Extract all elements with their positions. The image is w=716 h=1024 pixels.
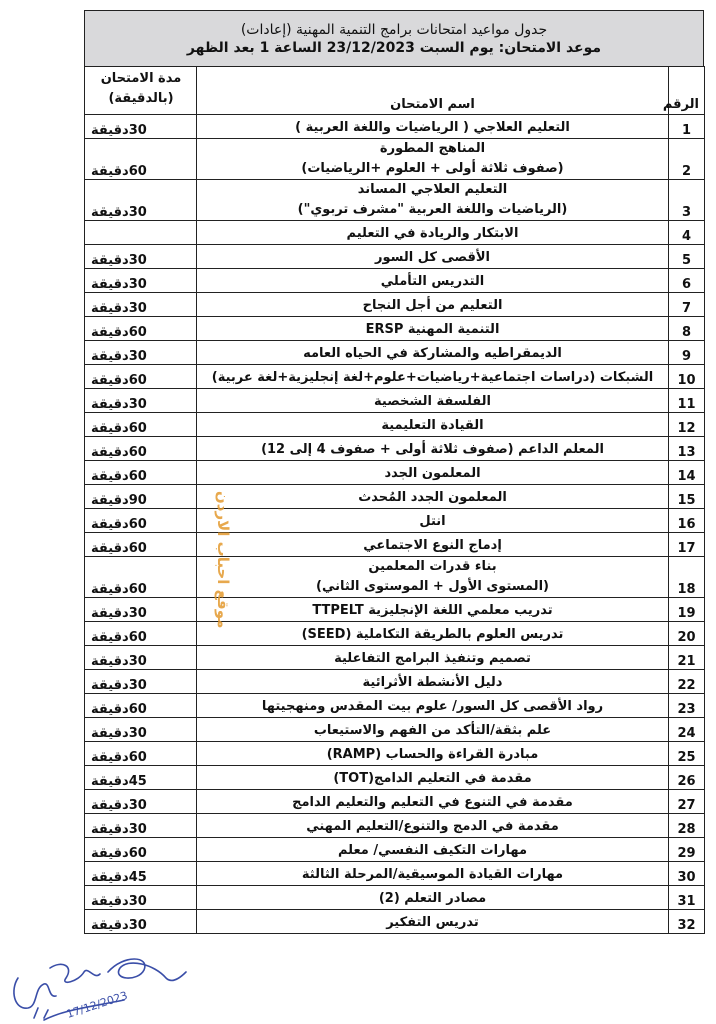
table-row	[85, 180, 705, 221]
exam-name-line: التدريس التأملي	[380, 274, 485, 289]
row-number: 9	[669, 341, 705, 365]
exam-name-line: مهارات التكيف النفسي/ معلم	[337, 843, 528, 858]
table-row	[85, 245, 705, 269]
row-duration	[85, 221, 197, 245]
exam-date-line: موعد الامتحان: يوم السبت 23/12/2023 الساعة 1 بعد الظهر	[186, 40, 602, 56]
row-number: 19	[669, 598, 705, 622]
row-number: 11	[669, 389, 705, 413]
row-exam-name	[197, 437, 669, 461]
row-number: 23	[669, 694, 705, 718]
row-number: 3	[669, 180, 705, 221]
table-row	[85, 139, 705, 180]
exam-name-line: التعليم العلاجي ( الرياضيات واللغة العربية )	[295, 120, 570, 135]
table-row	[85, 838, 705, 862]
row-exam-name	[197, 694, 669, 718]
row-exam-name	[197, 622, 669, 646]
row-exam-name	[197, 139, 669, 180]
row-number: 28	[669, 814, 705, 838]
exam-name-line: (صفوف ثلاثة أولى + العلوم +الرياضيات)	[301, 161, 564, 176]
row-duration: 90دقيقة	[85, 485, 197, 509]
row-exam-name	[197, 221, 669, 245]
row-exam-name	[197, 646, 669, 670]
row-duration: 30دقيقة	[85, 245, 197, 269]
exam-name-line: تصميم وتنفيذ البرامج التفاعلية	[334, 651, 531, 666]
row-number: 7	[669, 293, 705, 317]
row-duration: 30دقيقة	[85, 180, 197, 221]
row-number: 26	[669, 766, 705, 790]
exam-name-line: (المستوى الأول + الموستوى الثاني)	[316, 579, 549, 594]
table-row	[85, 509, 705, 533]
row-exam-name	[197, 790, 669, 814]
row-number: 16	[669, 509, 705, 533]
row-exam-name	[197, 180, 669, 221]
row-exam-name	[197, 461, 669, 485]
table-row	[85, 341, 705, 365]
table-row	[85, 461, 705, 485]
row-duration: 30دقيقة	[85, 886, 197, 910]
row-number: 4	[669, 221, 705, 245]
exam-name-line: مصادر التعلم (2)	[378, 891, 487, 906]
row-exam-name	[197, 341, 669, 365]
row-duration: 30دقيقة	[85, 389, 197, 413]
duration-header-line1: مدة الامتحان	[100, 71, 182, 86]
site-watermark: موقع احباب الاردن	[214, 491, 232, 629]
row-duration: 30دقيقة	[85, 293, 197, 317]
row-number: 21	[669, 646, 705, 670]
table-row	[85, 886, 705, 910]
row-number: 5	[669, 245, 705, 269]
row-exam-name	[197, 910, 669, 934]
row-number: 14	[669, 461, 705, 485]
row-number: 31	[669, 886, 705, 910]
row-exam-name	[197, 838, 669, 862]
row-duration: 30دقيقة	[85, 814, 197, 838]
column-header-duration	[85, 67, 197, 115]
row-number: 20	[669, 622, 705, 646]
row-exam-name	[197, 293, 669, 317]
signature-date: 17/12/2023	[64, 988, 130, 1021]
table-row	[85, 862, 705, 886]
table-row	[85, 766, 705, 790]
duration-header-line2: (بالدقيقة)	[108, 91, 174, 106]
row-number: 25	[669, 742, 705, 766]
row-duration: 60دقيقة	[85, 461, 197, 485]
row-exam-name	[197, 718, 669, 742]
row-duration: 30دقيقة	[85, 670, 197, 694]
row-duration: 60دقيقة	[85, 742, 197, 766]
exam-name-line: مقدمة في التنوع في التعليم والتعليم الدامج	[292, 795, 573, 810]
row-number: 29	[669, 838, 705, 862]
row-exam-name	[197, 742, 669, 766]
table-row	[85, 389, 705, 413]
schedule-title: جدول مواعيد امتحانات برامج التنمية المهنية (إعادات)	[240, 22, 548, 38]
row-duration: 30دقيقة	[85, 269, 197, 293]
table-row	[85, 269, 705, 293]
row-exam-name	[197, 413, 669, 437]
table-row	[85, 293, 705, 317]
table-row	[85, 742, 705, 766]
row-duration: 30دقيقة	[85, 718, 197, 742]
table-row	[85, 814, 705, 838]
exam-name-line: القيادة التعليمية	[381, 418, 484, 433]
exam-name-line: إدماج النوع الاجتماعي	[363, 538, 502, 553]
exam-name-line: التنمية المهنية ERSP	[365, 322, 500, 337]
row-duration: 60دقيقة	[85, 557, 197, 598]
row-number: 13	[669, 437, 705, 461]
signature-stamp	[4, 938, 224, 1024]
table-row	[85, 557, 705, 598]
exam-name-line: الفلسفة الشخصية	[374, 394, 491, 409]
row-duration: 60دقيقة	[85, 509, 197, 533]
table-row	[85, 115, 705, 139]
row-number: 24	[669, 718, 705, 742]
row-exam-name	[197, 766, 669, 790]
exam-name-line: التعليم من أجل النجاح	[362, 298, 503, 313]
row-duration: 30دقيقة	[85, 646, 197, 670]
table-row	[85, 718, 705, 742]
exam-name-line: تدريس العلوم بالطريقة التكاملية (SEED)	[301, 627, 564, 642]
row-duration: 60دقيقة	[85, 139, 197, 180]
row-exam-name	[197, 115, 669, 139]
row-number: 6	[669, 269, 705, 293]
row-duration: 60دقيقة	[85, 533, 197, 557]
table-row	[85, 790, 705, 814]
row-duration: 30دقيقة	[85, 790, 197, 814]
row-duration: 30دقيقة	[85, 598, 197, 622]
table-row	[85, 598, 705, 622]
exam-name-line: مبادرة القراءة والحساب (RAMP)	[326, 747, 539, 762]
row-exam-name	[197, 557, 669, 598]
table-row	[85, 413, 705, 437]
row-exam-name	[197, 365, 669, 389]
row-exam-name	[197, 886, 669, 910]
row-number: 22	[669, 670, 705, 694]
row-duration: 30دقيقة	[85, 910, 197, 934]
table-row	[85, 533, 705, 557]
table-row	[85, 670, 705, 694]
exam-name-line: المعلمون الجدد المُحدث	[358, 490, 507, 505]
exam-name-line: تدريب معلمي اللغة الإنجليزية TTPELT	[312, 603, 553, 618]
row-number: 10	[669, 365, 705, 389]
row-exam-name	[197, 317, 669, 341]
row-exam-name	[197, 533, 669, 557]
exam-schedule-sheet	[84, 10, 704, 934]
table-row	[85, 646, 705, 670]
exam-name-line: رواد الأقصى كل السور/ علوم بيت المقدس ومنهجيتها	[261, 699, 604, 714]
table-row	[85, 437, 705, 461]
row-duration: 30دقيقة	[85, 341, 197, 365]
exam-name-line: مقدمة في التعليم الدامج(TOT)	[333, 771, 532, 786]
row-number: 17	[669, 533, 705, 557]
row-number: 12	[669, 413, 705, 437]
table-header-row	[85, 67, 705, 115]
column-header-exam-name: اسم الامتحان	[197, 67, 669, 115]
exam-name-line: (الرياضيات واللغة العربية "مشرف تربوي")	[297, 202, 568, 217]
exam-name-line: بناء قدرات المعلمين	[368, 559, 497, 574]
row-duration: 45دقيقة	[85, 766, 197, 790]
table-row	[85, 694, 705, 718]
row-exam-name	[197, 485, 669, 509]
exam-name-line: المناهج المطورة	[379, 141, 486, 156]
row-duration: 60دقيقة	[85, 365, 197, 389]
row-duration: 60دقيقة	[85, 437, 197, 461]
table-row	[85, 485, 705, 509]
exam-name-line: مقدمة في الدمج والتنوع/التعليم المهني	[306, 819, 559, 834]
table-row	[85, 221, 705, 245]
row-exam-name	[197, 814, 669, 838]
row-exam-name	[197, 670, 669, 694]
exam-schedule-table	[84, 66, 705, 934]
schedule-header	[84, 10, 704, 66]
row-exam-name	[197, 509, 669, 533]
table-row	[85, 622, 705, 646]
row-duration: 45دقيقة	[85, 862, 197, 886]
exam-name-line: الديمقراطيه والمشاركة في الحياه العامه	[303, 346, 562, 361]
table-row	[85, 910, 705, 934]
exam-name-line: المعلمون الجدد	[384, 466, 481, 481]
row-duration: 30دقيقة	[85, 115, 197, 139]
row-duration: 60دقيقة	[85, 622, 197, 646]
exam-name-line: الشبكات (دراسات اجتماعية+رياضيات+علوم+لغة إنجليزية+لغة عربية)	[211, 370, 654, 385]
row-exam-name	[197, 269, 669, 293]
row-duration: 60دقيقة	[85, 413, 197, 437]
row-duration: 60دقيقة	[85, 317, 197, 341]
table-body	[85, 115, 705, 934]
row-number: 15	[669, 485, 705, 509]
exam-name-line: التعليم العلاجي المساند	[357, 182, 508, 197]
row-exam-name	[197, 862, 669, 886]
column-header-number: الرقم	[669, 67, 705, 115]
row-number: 1	[669, 115, 705, 139]
exam-name-line: الأقصى كل السور	[374, 250, 491, 265]
row-number: 27	[669, 790, 705, 814]
table-row	[85, 365, 705, 389]
row-duration: 60دقيقة	[85, 838, 197, 862]
row-number: 18	[669, 557, 705, 598]
exam-name-line: تدريس التفكير	[386, 915, 479, 930]
row-number: 2	[669, 139, 705, 180]
exam-name-line: انتل	[419, 514, 446, 529]
row-exam-name	[197, 598, 669, 622]
row-exam-name	[197, 389, 669, 413]
row-exam-name	[197, 245, 669, 269]
exam-name-line: علم بثقة/التأكد من الفهم والاستيعاب	[313, 723, 552, 738]
row-duration: 60دقيقة	[85, 694, 197, 718]
table-row	[85, 317, 705, 341]
row-number: 30	[669, 862, 705, 886]
exam-name-line: مهارات القيادة الموسيقية/المرحلة الثالثة	[301, 867, 564, 882]
exam-name-line: دليل الأنشطة الأثرائية	[362, 675, 503, 690]
row-number: 8	[669, 317, 705, 341]
exam-name-line: المعلم الداعم (صفوف ثلاثة أولى + صفوف 4 إلى 12)	[261, 442, 604, 457]
row-number: 32	[669, 910, 705, 934]
exam-name-line: الابتكار والريادة في التعليم	[346, 226, 519, 241]
